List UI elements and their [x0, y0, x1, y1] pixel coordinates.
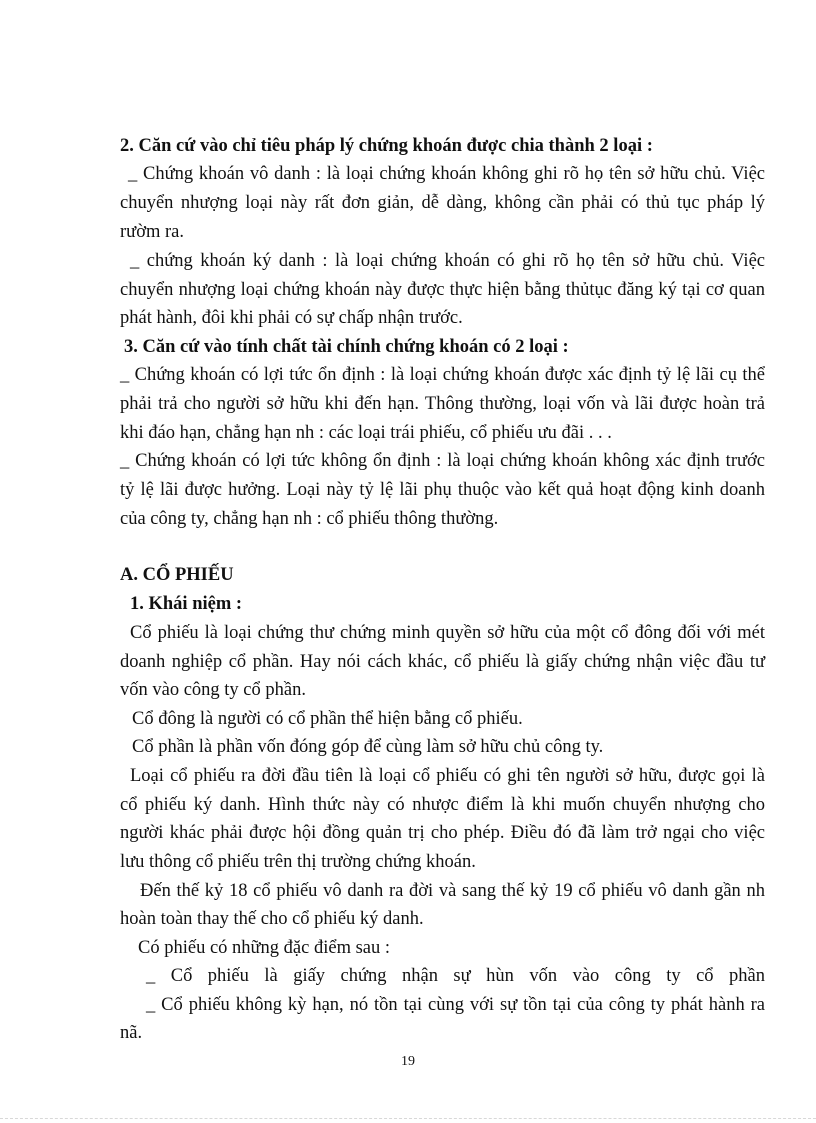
paragraph-line: Cổ phiếu là loại chứng thư chứng minh quyền sở hữu của một cổ đông đối với mét — [130, 623, 765, 643]
paragraph-line: Có phiếu có những đặc điểm sau : — [138, 938, 391, 958]
paragraph-line: _ Chứng khoán có lợi tức ổn định : là loại chứng khoán được xác định tỷ lệ lãi cụ thể — [120, 365, 765, 385]
paragraph-line: phải trả cho người sở hữu khi đến hạn. Thông thường, loại vốn và lãi được hoàn trả — [120, 394, 765, 414]
paragraph-line: _ Chứng khoán có lợi tức không ổn định : là loại chứng khoán không xác định trước — [120, 451, 765, 471]
paragraph-line: vốn vào công ty cổ phần. — [120, 680, 306, 700]
concept-subheading: 1. Khái niệm : — [130, 594, 243, 614]
paragraph-line: của công ty, chẳng hạn nh : cổ phiếu thông thường. — [120, 509, 499, 529]
paragraph-line: Loại cổ phiếu ra đời đầu tiên là loại cổ phiếu có ghi tên người sở hữu, được gọi là — [130, 766, 765, 786]
section-2-heading: 2. Căn cứ vào chỉ tiêu pháp lý chứng khoán được chia thành 2 loại : — [120, 136, 653, 156]
paragraph-line: người khác phải được hội đồng quản trị cho phép. Điều đó đã làm trở ngại cho việc — [120, 823, 765, 843]
paragraph-line: _ chứng khoán ký danh : là loại chứng khoán có ghi rõ họ tên sở hữu chủ. Việc — [130, 251, 765, 271]
page-number: 19 — [401, 1054, 415, 1069]
paragraph-line: tỷ lệ lãi được hưởng. Loại này tỷ lệ lãi phụ thuộc vào kết quả hoạt động kinh doanh — [120, 480, 765, 500]
paragraph-line: chuyển nhượng loại này rất đơn giản, dễ dàng, không cần phải có thủ tục pháp lý — [120, 193, 765, 213]
page-bottom-border — [0, 1118, 816, 1119]
paragraph-line: Đến thế kỷ 18 cổ phiếu vô danh ra đời và sang thế kỷ 19 cổ phiếu vô danh gần nh — [140, 881, 765, 901]
paragraph-line: khi đáo hạn, chẳng hạn nh : các loại trái phiếu, cổ phiếu ưu đãi . . . — [120, 423, 612, 443]
feature-item: _ Cổ phiếu là giấy chứng nhận sự hùn vốn vào công ty cổ phần — [146, 966, 765, 986]
section-3-heading: 3. Căn cứ vào tính chất tài chính chứng khoán có 2 loại : — [124, 337, 569, 357]
paragraph-line: nã. — [120, 1023, 143, 1043]
paragraph-line: hoàn toàn thay thế cho cổ phiếu ký danh. — [120, 909, 424, 929]
feature-item: _ Cổ phiếu không kỳ hạn, nó tồn tại cùng với sự tồn tại của công ty phát hành ra — [146, 995, 765, 1015]
paragraph-line: lưu thông cổ phiếu trên thị trường chứng khoán. — [120, 852, 476, 872]
paragraph-line: Cổ đông là người có cổ phần thể hiện bằng cổ phiếu. — [132, 709, 523, 729]
paragraph-line: Cổ phần là phần vốn đóng góp để cùng làm sở hữu chủ công ty. — [132, 737, 604, 757]
paragraph-line: cổ phiếu ký danh. Hình thức này có nhược điểm là khi muốn chuyển nhượng cho — [120, 795, 765, 815]
paragraph-line: phát hành, đôi khi phải có sự chấp nhận trước. — [120, 308, 463, 328]
paragraph-line: rườm ra. — [120, 222, 184, 242]
paragraph-line: chuyển nhượng loại chứng khoán này được thực hiện bằng thủtục đăng ký tại cơ quan — [120, 280, 765, 300]
section-a-heading: A. CỔ PHIẾU — [120, 565, 234, 585]
paragraph-line: _ Chứng khoán vô danh : là loại chứng khoán không ghi rõ họ tên sở hữu chủ. Việc — [128, 164, 765, 184]
paragraph-line: doanh nghiệp cổ phần. Hay nói cách khác, cổ phiếu là giấy chứng nhận việc đầu tư — [120, 652, 765, 672]
